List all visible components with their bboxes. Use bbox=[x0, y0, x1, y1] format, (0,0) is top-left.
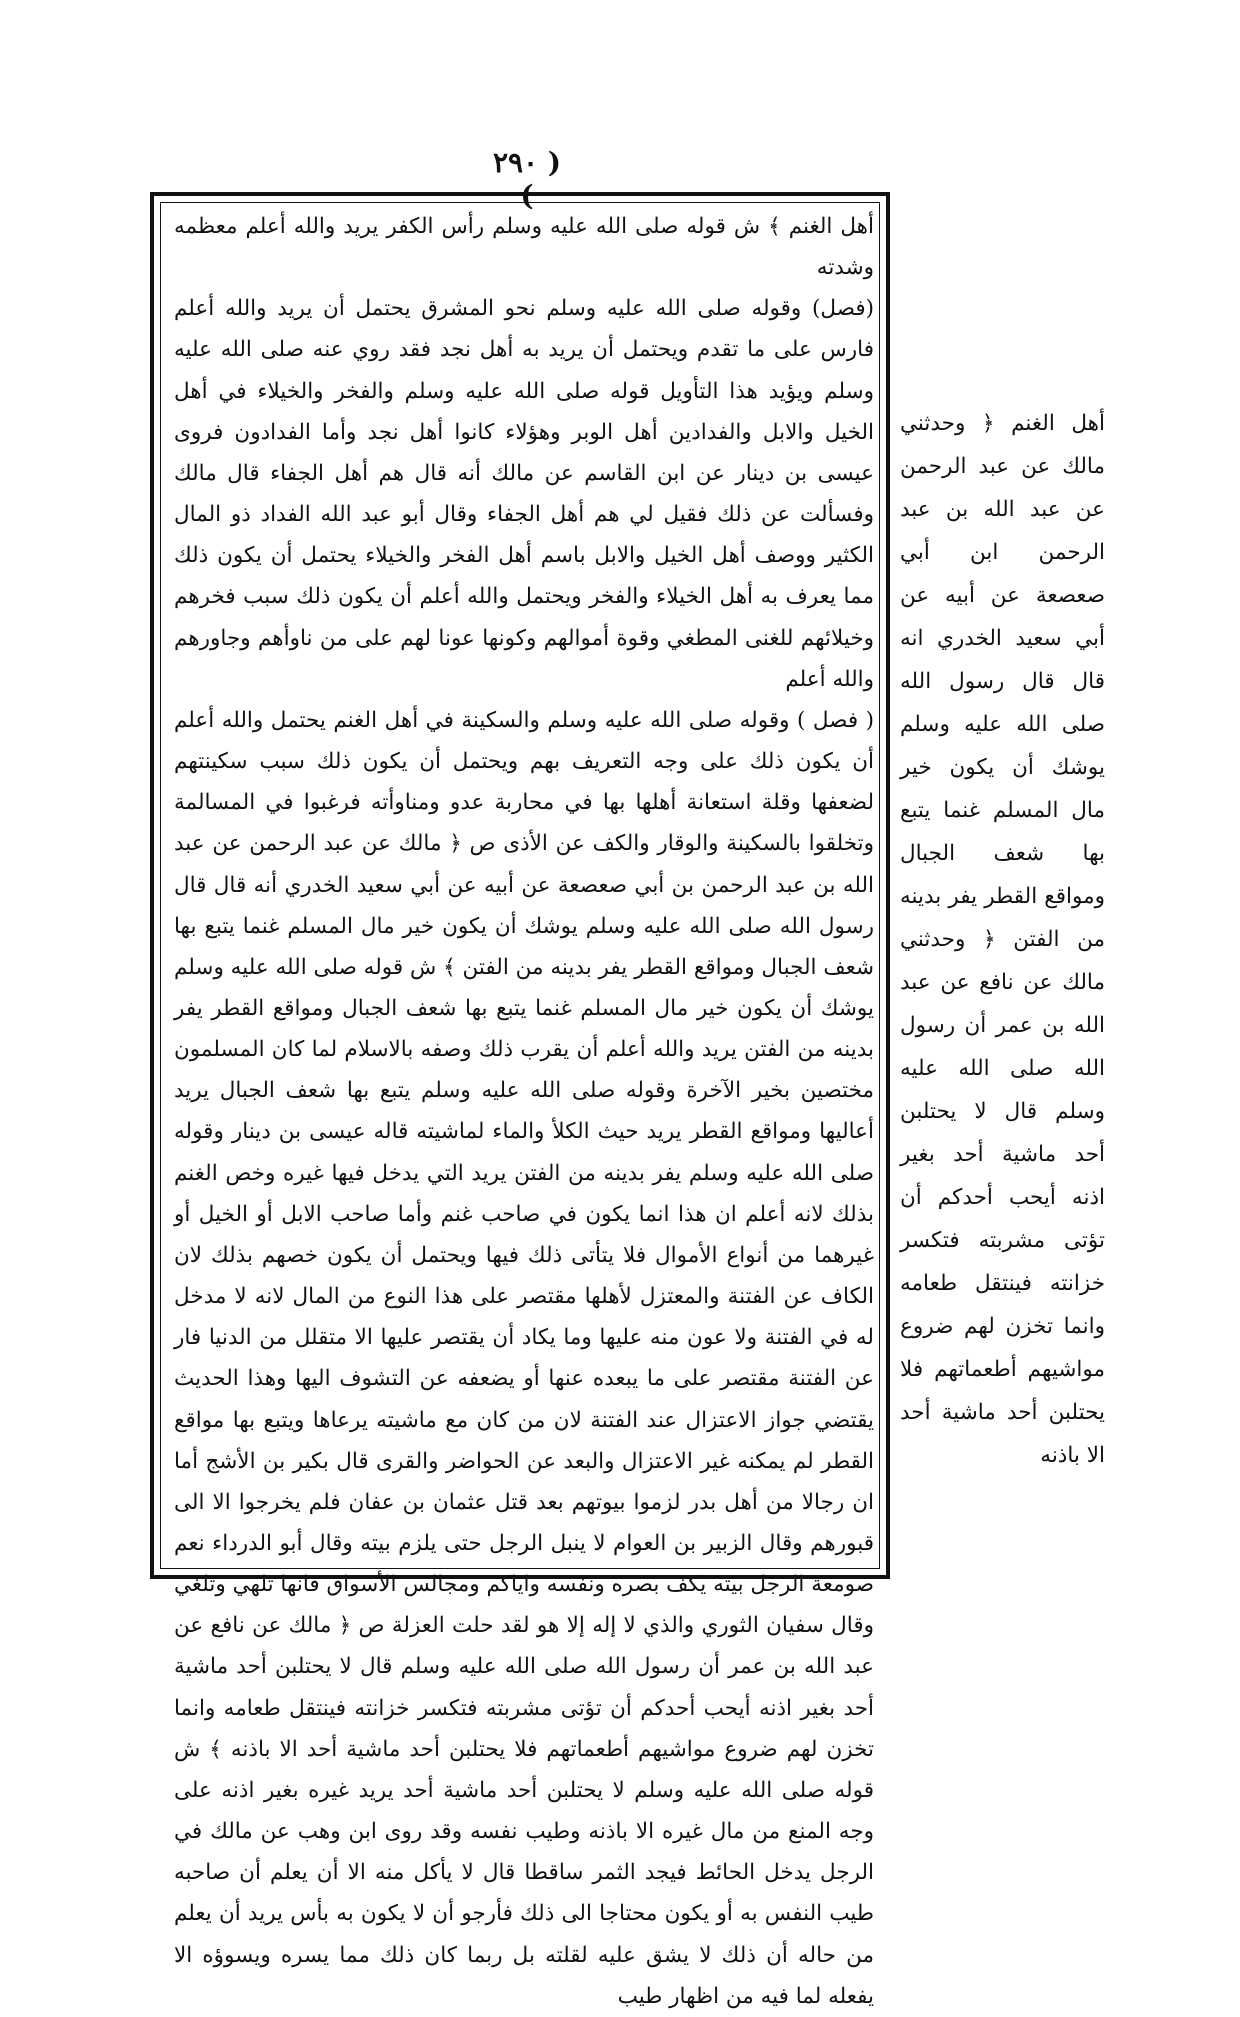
main-paragraph-fasl-2: ( فصل ) وقوله صلى الله عليه وسلم والسكينة في أهل الغنم يحتمل والله أعلم أن يكون ذلك على وجه التعريف بهم ويحتمل أن يكون ذلك سبب سكينتهم لضعفها وقلة استعانة أهلها بها في محاربة عدو ومناوأته فرغبوا في المسالمة وتخلقوا بالسكينة والوقار والكف عن الأذى ص ﴿ مالك عن عبد الرحمن عن عبد الله بن عبد الرحمن بن أبي صعصعة عن أبيه عن أبي سعيد الخدري أنه قال قال رسول الله صلى الله عليه وسلم يوشك أن يكون خير مال المسلم غنما يتبع بها شعف الجبال ومواقع القطر يفر بدينه من الفتن ﴾ ش قوله صلى الله عليه وسلم يوشك أن يكون خير مال المسلم غنما يتبع بها شعف الجبال ومواقع القطر يفر بدينه من الفتن يريد والله أعلم أن يقرب ذلك وصفه بالاسلام لما كان المسلمون مختصين بخير الآخرة وقوله صلى الله عليه وسلم يتبع بها شعف الجبال يريد أعاليها ومواقع القطر يريد حيث الكلأ والماء لماشيته قاله عيسى بن دينار وقوله صلى الله عليه وسلم يفر بدينه من الفتن يريد التي يدخل فيها غيره وخص الغنم بذلك لانه أعلم ان هذا انما يكون في صاحب غنم وأما صاحب الابل أو الخيل أو غيرهما من أنواع الأموال فلا يتأتى ذلك فيها ويحتمل أن يكون خصهم بذلك لان الكاف عن الفتنة والمعتزل لأهلها مقتصر على هذا النوع من المال لانه لا مدخل له في الفتنة ولا عون منه عليها وما يكاد أن يقتصر عليها الا متقلل من الدنيا فار عن الفتنة مقتصر على ما يبعده عنها أو يضعفه عن التشوف اليها وهذا الحديث يقتضي جواز الاعتزال عند الفتنة لان من كان مع ماشيته يرعاها ويتبع بها مواقع القطر لم يمكنه غير الاعتزال والبعد عن الحواضر والقرى قال بكير بن الأشج أما ان رجالا من أهل بدر لزموا بيوتهم بعد قتل عثمان بن عفان فلم يخرجوا الا الى قبورهم وقال الزبير بن العوام لا ينبل الرجل حتى يلزم بيته وقال أبو الدرداء نعم صومعة الرجل بيته يكف بصره ونفسه واياكم ومجالس الأسواق فانها تلهي وتلغي وقال سفيان الثوري والذي لا إله إلا هو لقد حلت العزلة ص ﴿ مالك عن نافع عن عبد الله بن عمر أن رسول الله صلى الله عليه وسلم قال لا يحتلبن أحد ماشية أحد بغير اذنه أيحب أحدكم أن تؤتى مشربته فتكسر خزانته فينتقل طعامه وانما تخزن لهم ضروع مواشيهم أطعماتهم فلا يحتلبن أحد ماشية أحد الا باذنه ﴾ ش قوله صلى الله عليه وسلم لا يحتلبن أحد ماشية أحد يريد غيره بغير اذنه على وجه المنع من مال غيره الا باذنه وطيب نفسه وقد روى ابن وهب عن مالك في الرجل يدخل الحائط فيجد الثمر ساقطا قال لا يأكل منه الا أن يعلم أن صاحبه طيب النفس به أو يكون محتاجا الى ذلك فأرجو أن لا يكون به بأس يريد أن يعلم من حاله أن ذلك لا يشق عليه لقلته بل ربما كان ذلك مما يسره ويسوؤه الا يفعله لما فيه من اظهار طيب bbox=[174, 707, 874, 2009]
main-paragraph-fasl-1: (فصل) وقوله صلى الله عليه وسلم نحو المشرق يحتمل أن يريد والله أعلم فارس على ما تقدم ويحتمل أن يريد به أهل نجد فقد روي عنه صلى الله عليه وسلم ويؤيد هذا التأويل قوله صلى الله عليه وسلم والفخر والخيلاء في أهل الخيل والابل والفدادين أهل الوبر وهؤلاء كانوا أهل نجد وأما الفدادون فروى عيسى بن دينار عن ابن القاسم عن مالك أنه قال هم أهل الجفاء قال مالك وفسألت عن ذلك فقيل لي هم أهل الجفاء وقال أبو عبد الله الفداد ذو المال الكثير ووصف أهل الخيل والابل باسم أهل الفخر والخيلاء يحتمل أن يكون ذلك مما يعرف به أهل الخيلاء والفخر ويحتمل والله أعلم أن يكون ذلك سبب فخرهم وخيلائهم للغنى المطغي وقوة أموالهم وكونها عونا لهم على من ناوأهم وجاورهم والله أعلم bbox=[174, 296, 874, 692]
main-text bbox=[174, 206, 874, 2017]
page-number: ( ٢٩٠ ) bbox=[492, 146, 562, 212]
main-text-frame bbox=[150, 192, 890, 2009]
margin-text bbox=[900, 402, 1105, 1477]
main-paragraph-opening: أهل الغنم ﴾ ش قوله صلى الله عليه وسلم رأس الكفر يريد والله أعلم معظمه وشدته bbox=[174, 214, 874, 281]
margin-hadith-text: أهل الغنم ﴿ وحدثني مالك عن عبد الرحمن عن عبد الله بن عبد الرحمن ابن أبي صعصعة عن أبيه عن أبي سعيد الخدري انه قال قال رسول الله صلى الله عليه وسلم يوشك أن يكون خير مال المسلم غنما يتبع بها شعف الجبال ومواقع القطر يفر بدينه من الفتن ﴿ وحدثني مالك عن نافع عن عبد الله بن عمر أن رسول الله صلى الله عليه وسلم قال لا يحتلبن أحد ماشية أحد بغير اذنه أيحب أحدكم أن تؤتى مشربته فتكسر خزانته فينتقل طعامه وانما تخزن لهم ضروع مواشيهم أطعماتهم فلا يحتلبن أحد ماشية أحد الا باذنه bbox=[900, 411, 1105, 1468]
